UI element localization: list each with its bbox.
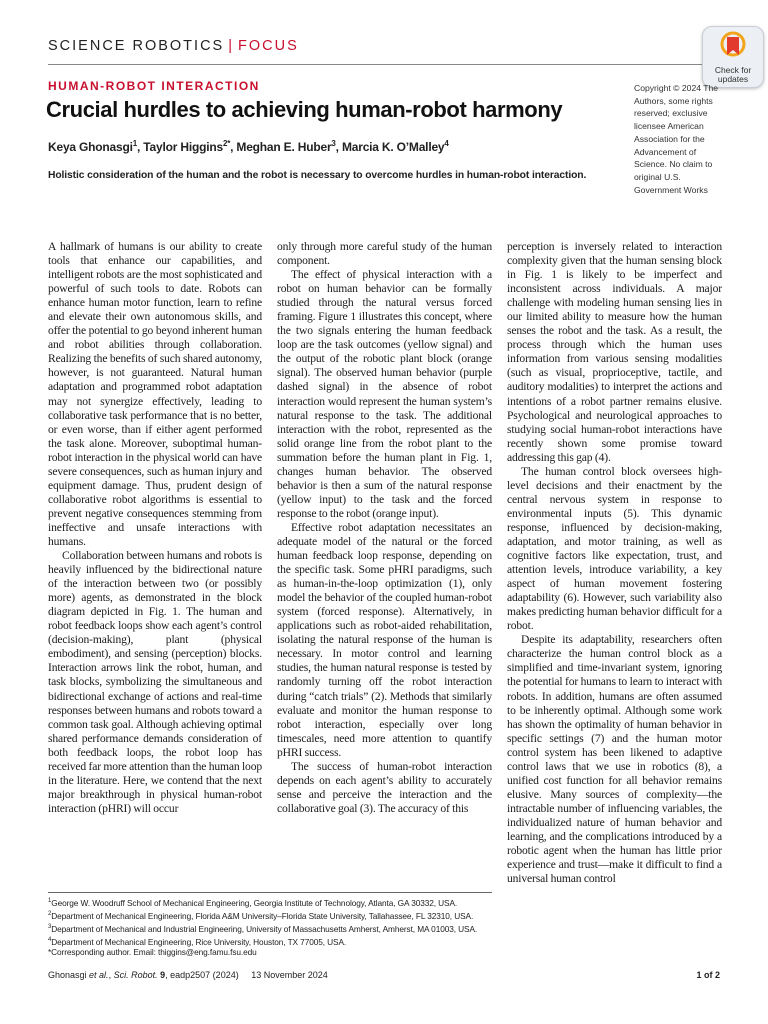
author-list: Keya Ghonasgi$^1$, Taylor Higgins$^{2*}$, Meghan E. Huber$^3$, Marcia K. O’Malley$^4$ — [48, 139, 449, 154]
journal-name: SCIENCE ROBOTICS — [48, 38, 225, 54]
header-rule — [48, 64, 720, 65]
badge-label-1: Check for — [714, 65, 752, 75]
author-name: Keya Ghonasgi — [48, 140, 133, 154]
affiliation-2: Department of Mechanical Engineering, Florida A&M University–Florida State University, Tallahassee, FL 32310, USA. — [51, 910, 474, 921]
article-title: Crucial hurdles to achieving human-robot harmony — [46, 97, 563, 122]
body-paragraph: A hallmark of humans is our ability to create tools that enhance our capabilities, and intelligent robots are the most sophisticated and powerful of such tools to date. Robots can enhance human motor function, learn to refine and elevate their own autonomous skills, and offer the potential to go beyond inherent human and robot abilities through collaboration. Realizing the benefits of such shared autonomy, however, is not guaranteed. Natural human adaptation and programmed robot adaptation may not synergize effectively, leading to collaborative task performance that is no better, or even worse, than if either agent performed the task alone. Moreover, suboptimal human-robot interaction in the physical world can have severe consequences, such as human injury and equipment damage. Thus, prudent design of collaborative robot algorithms is essential to prevent negative consequences stemming from ineffective and unsafe interactions with humans. — [48, 240, 262, 548]
body-paragraph: Despite its adaptability, researchers often characterize the human control block as a simplified and time-invariant system, ignoring the potential for humans to learn to interact with robots. In addition, humans are often assumed to be inherently optimal. Although some work has shown the optimality of human behavior in specific settings (7) and the human motor control system has been likened to adaptive control laws that we use in robotics (8), a unified cost function for all behavior remains elusive. Many sources of complexity—the intractable number of influencing variables, the individualized nature of human behavior and learning, and the complications introduced by a robotic agent when the human has little prior experience and trust—make it difficult to find a universal human control — [507, 633, 722, 886]
author-name: Marcia K. O’Malley — [341, 140, 445, 154]
body-paragraph: The human control block oversees high-level decisions and their enactment by the central nervous system in response to environmental inputs (5). This dynamic response, influenced by decision-making, adaptation, and motor training, as well as cognitive factors like expectation, trust, and attention levels, introduce variability, a key aspect of human movement fostering adaptability (6). However, such variability also makes predicting human behavior difficult for a robot. — [507, 464, 722, 633]
author-name: Meghan E. Huber — [236, 140, 332, 154]
affiliations-footnote: $^1$George W. Woodruff School of Mechanical Engineering, Georgia Institute of Technology, Atlanta, GA 30332, USA. $^2$Department of Mechanical Engineering, Florida A&M University–Florida State University, Tallahassee, FL 32310, USA. $^3$Department of Mechanical and Industrial Engineering, University of Massachusetts Amherst, Amherst, MA 01003, USA. $^4$Department of Mechanical Engineering, Rice University, Houston, TX 77005, USA. *Corresponding author. Email: thiggins@eng.famu.fsu.edu — [48, 897, 478, 958]
author-affiliation: 1 — [132, 139, 138, 148]
copyright-notice: Copyright © 2024 The Authors, some rights reserved; exclusive licensee American Association for the Advancement of Science. No claim to original U.S. Government Works — [634, 83, 719, 195]
body-paragraph: perception is inversely related to interaction complexity given that the human sensing block in Fig. 1 is likely to be imperfect and inconsistent across individuals. A major challenge with modeling human sensing lies in our limited ability to measure how the human senses the robot and the task. As a result, the process through which the human uses information from various sensing modalities (such as visual, proprioceptive, tactile, and auditory modalities) to interpret the actions and intentions of a robot partner remains elusive. Psychological and neurological approaches to studying social human-robot interactions have recently shown some promise toward addressing this gap (4). — [507, 240, 722, 464]
author-affiliation: 3 — [331, 139, 336, 148]
body-column-1 — [48, 240, 262, 816]
article-lede: Holistic consideration of the human and the robot is necessary to overcome hurdles in human-robot interaction. — [48, 170, 587, 181]
badge-label-2: updates — [717, 74, 749, 84]
corresponding-author: *Corresponding author. Email: thiggins@eng.famu.fsu.edu — [48, 947, 257, 958]
affiliation-1: George W. Woodruff School of Mechanical Engineering, Georgia Institute of Technology, Atlanta, GA 30332, USA. — [51, 897, 458, 908]
author-affiliation: 2* — [222, 139, 231, 148]
affiliation-3: Department of Mechanical and Industrial Engineering, University of Massachusetts Amherst, Amherst, MA 01003, USA. — [51, 923, 478, 934]
affiliation-4: Department of Mechanical Engineering, Rice University, Houston, TX 77005, USA. — [51, 936, 347, 947]
citation-authors: Ghonasgi — [48, 970, 87, 980]
citation-volume: 9 — [160, 970, 166, 980]
article-category: HUMAN-ROBOT INTERACTION — [48, 79, 260, 93]
footnote-rule — [48, 892, 492, 893]
publication-date: 13 November 2024 — [251, 970, 328, 980]
check-for-updates-icon — [718, 31, 748, 61]
body-paragraph: Collaboration between humans and robots is heavily influenced by the bidirectional nature of the interaction between two (or possibly more) agents, as demonstrated in the block diagram depicted in Fig. 1. The human and robot feedback loops show each agent’s control (decision-making), plant (physical embodiment), and sensing (perception) blocks. Interaction arrows link the robot, human, and task blocks, symbolizing the simultaneous and bidirectional exchange of actions and real-time responses between humans and robots toward a common task goal. Although achieving optimal shared performance demands consideration of both feedback loops, the robot loop has received far more attention than the human loop in the literature. Here, we contend that the next major breakthrough in physical human-robot interaction (pHRI) will occur — [48, 549, 262, 815]
body-paragraph: Effective robot adaptation necessitates an adequate model of the natural or the forced human feedback loop response, depending on the specific task. Some pHRI paradigms, such as human-in-the-loop optimization (1), only model the behavior of the coupled human-robot system (forced response). Alternatively, in applications such as robot-aided rehabilitation, isolating the natural response of the human is necessary. In motor control and learning studies, the human natural response is tested by randomly turning off the robot interaction during “catch trials” (2). Methods that similarly evaluate and monitor the human response to robot interaction, especially over long timescales, need more attention to quantify pHRI success. — [277, 520, 492, 759]
header-separator: | — [228, 38, 234, 54]
body-column-2 — [277, 240, 492, 816]
page-number: 1 of 2 — [696, 970, 720, 980]
check-for-updates-button[interactable] — [702, 26, 764, 88]
body-paragraph: The effect of physical interaction with a robot on human behavior can be formally studied through the natural versus forced framing. Figure 1 illustrates this concept, where the two signals entering the human feedback loop are the task outcomes (yellow signal) and the output of the robotic plant block (orange signal). The observed human behavior (purple dashed signal) in the absence of robot interaction would represent the human system’s natural response to the task. The additional interaction with the robot, represented as the solid orange line from the robot plant to the summation before the human plant in Fig. 1, changes human behavior. The observed behavior is then a sum of the natural response (yellow input) to the task and the forced response to the robot (orange input). — [277, 268, 492, 520]
author-affiliation: 4 — [444, 139, 449, 148]
citation-etal: et al. — [89, 970, 109, 980]
page-footer-citation: Ghonasgi et al., Sci. Robot. 9, eadp2507 (2024) 13 November 2024 — [48, 970, 328, 980]
section-tag: FOCUS — [238, 38, 299, 54]
journal-header — [48, 38, 299, 54]
citation-rest: , eadp2507 (2024) — [165, 970, 239, 980]
body-paragraph: only through more careful study of the human component. — [277, 240, 492, 268]
body-column-3 — [507, 240, 722, 886]
body-paragraph: The success of human-robot interaction depends on each agent’s ability to accurately sense and perceive the interaction and the collaborative goal (3). The accuracy of this — [277, 759, 492, 815]
citation-journal: Sci. Robot. — [113, 970, 158, 980]
author-name: Taylor Higgins — [143, 140, 223, 154]
